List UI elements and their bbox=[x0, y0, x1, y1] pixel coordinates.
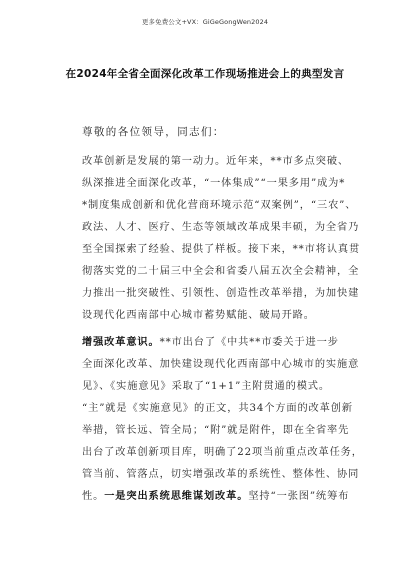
paragraph-line: 力推出一批突破性、引领性、创造性改革举措，为加快建 bbox=[82, 288, 360, 299]
paragraph-line: 政法、人才、医疗、生态等领域改革成果丰硕，为全省乃 bbox=[82, 222, 360, 233]
paragraph-2 bbox=[82, 332, 363, 508]
paragraph-line: 设现代化西南部中心城市蓄势赋能、破局开路。 bbox=[82, 310, 315, 321]
paragraph-text: 坚持“一张图”统筹布 bbox=[248, 491, 350, 502]
paragraph-text: **市出台了《中共**市委关于进一步 bbox=[159, 337, 339, 348]
paragraph-line: 全面深化改革、加快建设现代化西南部中心城市的实施意 bbox=[82, 359, 360, 370]
paragraph-line: “主”就是《实施意见》的正文，共34个方面的改革创新 bbox=[82, 403, 353, 414]
paragraph-line: 纵深推进全面深化改革，“一体集成”“一果多用”成为* bbox=[82, 178, 346, 189]
paragraph-line: 见》、《实施意见》采取了“1+1”主附贯通的模式。 bbox=[82, 381, 330, 392]
paragraph-line: 改革创新是发展的第一动力。近年来，**市多点突破、 bbox=[82, 156, 349, 167]
paragraph-line: 彻落实党的二十届三中全会和省委八届五次全会精神，全 bbox=[82, 266, 360, 277]
paragraph-line: 出台了改革创新项目库，明确了22项当前重点改革任务， bbox=[82, 447, 363, 458]
paragraph-text: 性。 bbox=[82, 491, 105, 502]
paragraph-line: 举措，管长远、管全局；“附”就是附件，即在全省率先 bbox=[82, 425, 350, 436]
header-watermark: 更多免费公文+VX：GiGeGongWen2024 bbox=[141, 18, 269, 26]
paragraph-line: 管当前、管落点，切实增强改革的系统性、整体性、协同 bbox=[82, 469, 360, 480]
paragraph-line bbox=[82, 332, 354, 354]
section-heading: 增强改革意识。 bbox=[82, 337, 160, 348]
paragraph-line: 至全国探索了经验、提供了样板。接下来，**市将认真贯 bbox=[82, 244, 361, 255]
paragraph-1 bbox=[82, 151, 361, 327]
sub-heading: 一是突出系统思维谋划改革。 bbox=[104, 491, 249, 502]
document-title: 在2024年全省全面深化改革工作现场推进会上的典型发言 bbox=[65, 68, 345, 80]
paragraph-line: *制度集成创新和优化营商环境示范“双案例”，“三农”、 bbox=[82, 200, 357, 211]
paragraph-line bbox=[82, 486, 354, 508]
salutation: 尊敬的各位领导，同志们： bbox=[82, 126, 225, 138]
